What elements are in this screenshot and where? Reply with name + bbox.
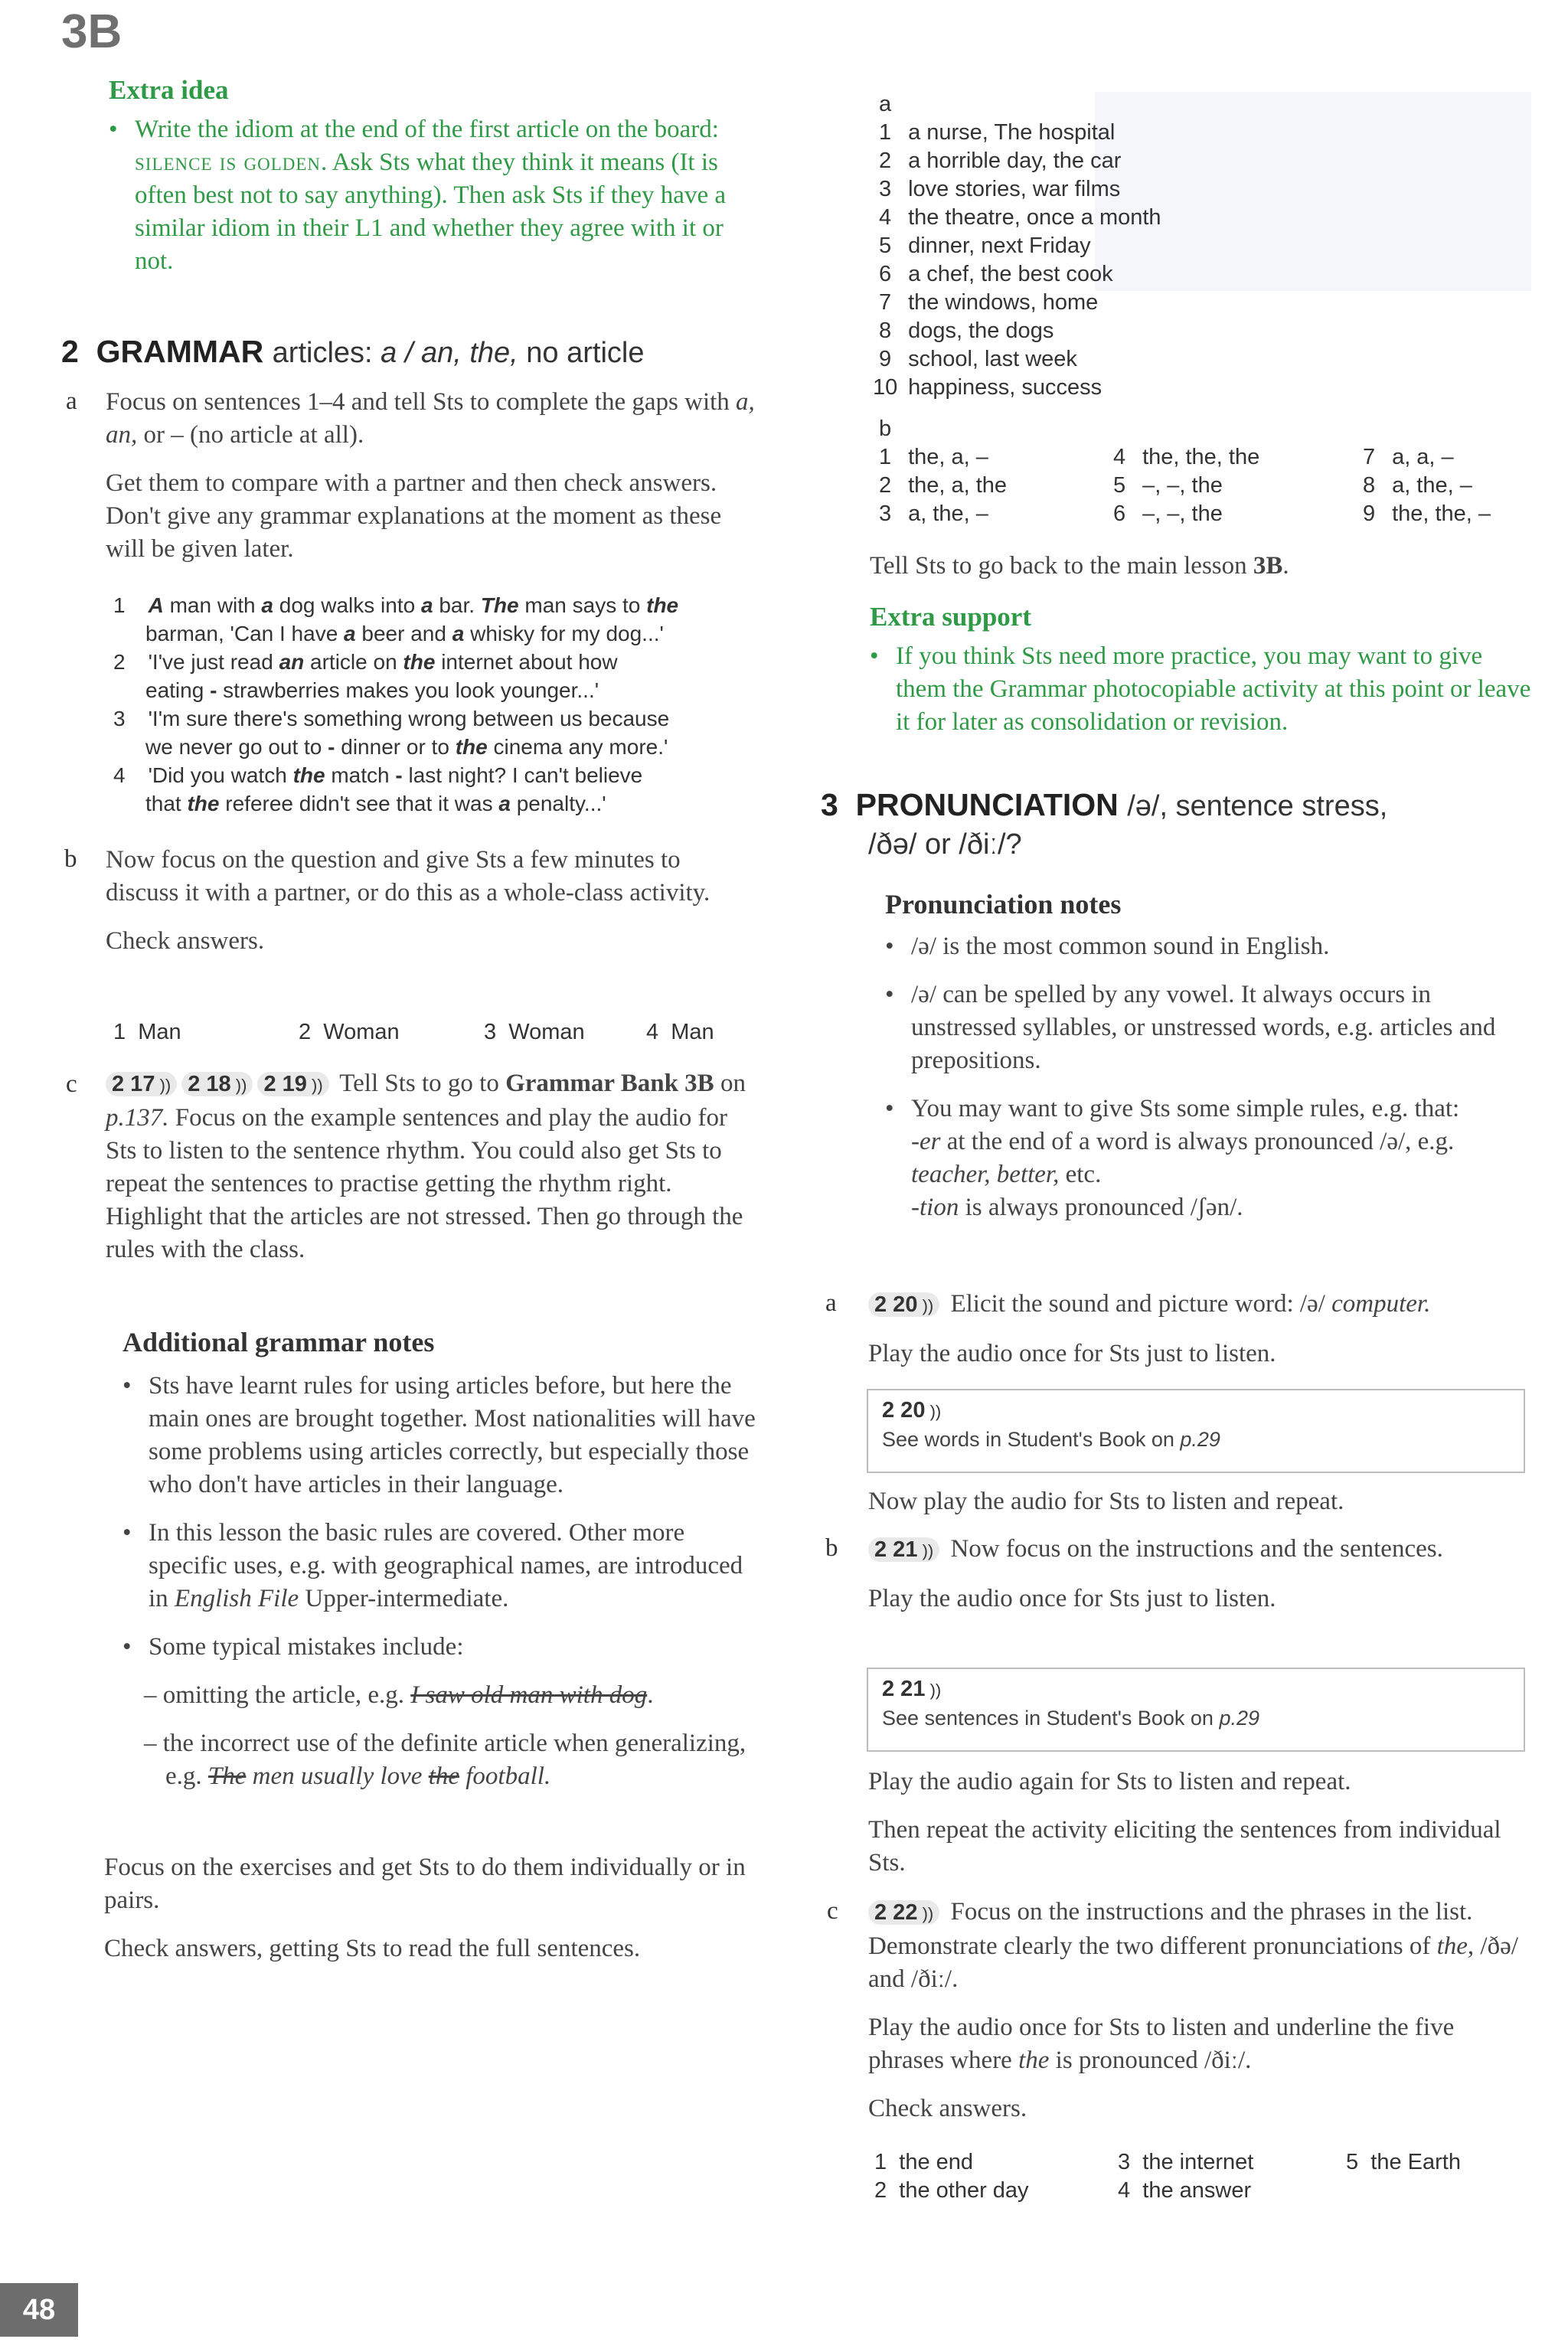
- answer-number: 7: [879, 290, 892, 315]
- audio-2-20-icon[interactable]: 2 20 )): [868, 1292, 939, 1317]
- answer-value: Woman: [508, 1020, 585, 1044]
- grammar-a-p1-pre: Focus on sentences 1–4 and tell Sts to complete the gaps with: [106, 388, 737, 416]
- answer-number: 6: [879, 262, 892, 286]
- grammar-c-label: c: [66, 1070, 77, 1098]
- answer-value: love stories, war films: [908, 177, 1121, 201]
- pron-c-p1: [868, 1896, 1534, 1996]
- audio-track-icon[interactable]: 2 21 )): [882, 1677, 942, 1701]
- art: a: [498, 792, 511, 815]
- answer-value: the internet: [1142, 2150, 1254, 2174]
- answer-value: the answer: [1142, 2178, 1252, 2203]
- extra-support-text: • If you think Sts need more practice, you may want to give them the Grammar photocopiable activity at this point or leave it for later as consolidation or revision.: [870, 640, 1536, 739]
- answer-value: the windows, home: [908, 290, 1099, 315]
- grammar-a-p1: [106, 386, 756, 452]
- answer-value: the other day: [899, 2178, 1029, 2203]
- audio-wave-icon: )): [230, 1076, 247, 1095]
- answer-number: 8: [879, 318, 892, 343]
- pron-note-1: • /ə/ is the most common sound in English.: [885, 930, 1528, 963]
- grammar-a-p1-italic: a, an,: [106, 388, 755, 449]
- answer-number: 2: [299, 1020, 312, 1044]
- answer-item: [879, 345, 1277, 374]
- seg: See sentences in Student's Book on: [882, 1707, 1220, 1730]
- extra-idea-p2: . Ask Sts what they think it means (It is often best not to say anything). Then ask Sts if they have a similar idiom in their L1 and whether they agree with it or not.: [135, 149, 726, 275]
- additional-grammar-notes: [122, 1326, 758, 1808]
- seg: article on: [304, 650, 403, 674]
- answer-number: 5: [1113, 473, 1126, 498]
- seg: -er: [911, 1128, 941, 1155]
- sentence-4: [113, 761, 756, 818]
- seg: internet about how: [435, 650, 618, 674]
- note-1: • Sts have learnt rules for using articles before, but here the main ones are brought together. Most nationalities will have some problems using articles correctly, but especially those who don't have articles in their language.: [122, 1370, 758, 1501]
- seg: Play the audio once for Sts to listen and underline the five phrases where: [868, 2014, 1455, 2074]
- notes-title: Additional grammar notes: [122, 1327, 435, 1357]
- sentence-2: [113, 648, 756, 704]
- seg: etc.: [1059, 1161, 1102, 1188]
- seg: men usually love: [246, 1762, 429, 1790]
- audio-2-21-icon[interactable]: 2 21 )): [868, 1537, 939, 1562]
- pronunciation-subtitle-1: /ə/, sentence stress,: [1127, 790, 1388, 822]
- audio-wave-icon: )): [306, 1076, 323, 1095]
- answer-value: a chef, the best cook: [908, 262, 1113, 286]
- pron-c-answers: [874, 2148, 1533, 2205]
- grammar-sentences: [113, 591, 756, 818]
- art: A: [148, 593, 164, 617]
- pron-b-more: [868, 1766, 1534, 1895]
- pron-notes-title: Pronunciation notes: [885, 889, 1122, 920]
- pronunciation-subtitle-2: /ðə/ or /ðiː/?: [868, 828, 1022, 861]
- art: -: [328, 735, 335, 759]
- art: the: [646, 593, 679, 617]
- answer-item: [879, 317, 1277, 345]
- seg: .: [647, 1681, 654, 1709]
- answer-number: 3: [484, 1020, 497, 1044]
- answer-item: [879, 232, 1277, 260]
- seg: man says to: [518, 593, 647, 617]
- answer-value: a, the, –: [908, 501, 988, 526]
- answer-number: 4: [1118, 2178, 1131, 2203]
- audio-wave-icon: )): [917, 1296, 934, 1315]
- grammar-end-text: [104, 1851, 755, 1981]
- seg: on: [714, 1070, 746, 1097]
- seg: – the incorrect use of the definite article when generalizing, e.g.: [144, 1730, 746, 1790]
- extra-idea-text: [109, 113, 760, 278]
- pron-b-p1: [868, 1533, 1534, 1567]
- seg: , /ðə/ and /ðiː/.: [868, 1932, 1518, 1993]
- seg: is pronounced /ðiː/.: [1049, 2047, 1252, 2074]
- answer-item: [879, 119, 1277, 147]
- pron-a-text: [868, 1288, 1534, 1386]
- seg: .: [1282, 552, 1289, 580]
- seg: match: [325, 763, 396, 787]
- audio-2-22-icon[interactable]: 2 22 )): [868, 1900, 939, 1925]
- answer-value: a, the, –: [1392, 473, 1472, 498]
- art: the: [455, 735, 488, 759]
- seg: dog walks into: [273, 593, 421, 617]
- pron-b-p3: Play the audio again for Sts to listen and repeat.: [868, 1768, 1351, 1795]
- seg: man with: [163, 593, 262, 617]
- art: a: [261, 593, 273, 617]
- answer-number: 5: [1346, 2150, 1359, 2174]
- pronunciation-title: PRONUNCIATION: [855, 787, 1119, 822]
- seg: Tell Sts to go back to the main lesson: [870, 552, 1253, 580]
- answer-value: the, the, –: [1392, 501, 1491, 526]
- audio-track-icon[interactable]: 2 20 )): [882, 1398, 942, 1423]
- answer-value: the, the, the: [1142, 445, 1260, 469]
- answer-value: Man: [138, 1020, 181, 1044]
- audio-wave-icon: )): [925, 1681, 942, 1700]
- answer-value: –, –, the: [1142, 501, 1223, 526]
- answer-number: 4: [1113, 445, 1126, 469]
- answer-key-b: [879, 415, 1537, 528]
- extra-support-title: Extra support: [870, 602, 1031, 632]
- audio-2-18-icon[interactable]: 2 18 )): [181, 1072, 253, 1096]
- mistake-1: [122, 1679, 758, 1712]
- answer-row: [879, 472, 1537, 500]
- struck-example: the: [428, 1762, 460, 1790]
- seg: barman, 'Can I have: [145, 622, 345, 645]
- answer-number: 1: [113, 1020, 126, 1044]
- answer-number: 9: [1363, 501, 1376, 526]
- note-3: • Some typical mistakes include:: [122, 1631, 758, 1664]
- answer-value: school, last week: [908, 347, 1077, 371]
- sentence-number: 2: [113, 650, 126, 674]
- audio-box-2-21: [867, 1668, 1525, 1752]
- answer-number: 3: [879, 177, 892, 201]
- pron-rule-1: [885, 1125, 1528, 1191]
- seg: Elicit the sound and picture word: /ə/: [944, 1290, 1332, 1318]
- answer-item: [879, 204, 1277, 232]
- audio-wave-icon: )): [925, 1402, 942, 1421]
- seg: teacher, better,: [911, 1161, 1060, 1188]
- seg: computer.: [1331, 1290, 1431, 1318]
- seg: beer and: [355, 622, 452, 645]
- audio-box-2-20: [867, 1389, 1525, 1473]
- seg: In this lesson the basic rules are covered. Other more specific uses, e.g. with geographical names, are introduced in: [149, 1519, 743, 1612]
- audio-wave-icon: )): [155, 1076, 172, 1095]
- answer-value: dogs, the dogs: [908, 318, 1054, 343]
- grammar-b-p1: Now focus on the question and give Sts a few minutes to discuss it with a partner, or do this as a whole-class activity.: [106, 846, 710, 906]
- pron-c-p3: Check answers.: [868, 2095, 1027, 2122]
- seg: the: [1018, 2047, 1050, 2074]
- art: the: [403, 650, 436, 674]
- answer-number: 5: [879, 234, 892, 258]
- grammar-b-answers: [113, 1018, 756, 1047]
- seg: we never go out to: [145, 735, 328, 759]
- answer-value: Man: [671, 1020, 714, 1044]
- answer-value: Woman: [323, 1020, 400, 1044]
- sentence-number: 4: [113, 763, 126, 787]
- seg: referee didn't see that it was: [219, 792, 499, 815]
- answer-value: dinner, next Friday: [908, 234, 1091, 258]
- pronunciation-heading: [821, 786, 1525, 864]
- grammar-subtitle-post: no article: [518, 337, 645, 369]
- seg: Upper-intermediate.: [299, 1585, 509, 1612]
- grammar-c-text: [106, 1067, 756, 1282]
- pron-b-p2: Play the audio once for Sts just to listen.: [868, 1585, 1276, 1612]
- grammar-subtitle-italic: a / an, the,: [381, 337, 518, 369]
- pronunciation-number: 3: [821, 787, 838, 822]
- page-number: 48: [0, 2283, 78, 2337]
- seg: football.: [459, 1762, 551, 1790]
- seg: p.29: [1219, 1707, 1260, 1730]
- answer-key-a: [873, 90, 1277, 402]
- seg: the: [1436, 1932, 1468, 1960]
- seg: whisky for my dog...': [464, 622, 664, 645]
- pronunciation-notes: [885, 888, 1528, 1224]
- extra-support-box: [870, 602, 1536, 754]
- struck-example: I saw old man with dog: [410, 1681, 648, 1709]
- pron-a-p3: Now play the audio for Sts to listen and repeat.: [868, 1488, 1344, 1515]
- grammar-a-p2: Get them to compare with a partner and then check answers. Don't give any grammar explanations at the moment as these will be given later.: [106, 469, 722, 563]
- answer-row: [874, 2148, 1533, 2177]
- answer-item: [879, 175, 1277, 204]
- seg: See words in Student's Book on: [882, 1428, 1181, 1451]
- seg: is always pronounced /ʃən/.: [959, 1194, 1243, 1221]
- audio-2-19-icon[interactable]: 2 19 )): [257, 1072, 328, 1096]
- pron-b-p4: Then repeat the activity eliciting the sentences from individual Sts.: [868, 1816, 1501, 1877]
- seg: p.29: [1180, 1428, 1220, 1451]
- pron-rule-2: [885, 1191, 1528, 1224]
- answer-value: happiness, success: [908, 375, 1102, 400]
- seg: penalty...': [510, 792, 606, 815]
- art: the: [292, 763, 325, 787]
- answer-value: the theatre, once a month: [908, 205, 1161, 230]
- grammar-a-p1-post: or – (no article at all).: [137, 421, 364, 449]
- sentence-number: 1: [113, 593, 126, 617]
- answer-number: 2: [879, 473, 892, 498]
- answer-value: –, –, the: [1142, 473, 1223, 498]
- answer-item: [879, 289, 1277, 317]
- seg: eating: [145, 678, 211, 702]
- answer-item: [873, 374, 1277, 402]
- answer-number: 1: [879, 445, 892, 469]
- extra-idea-box: [109, 75, 760, 293]
- answer-number: 9: [879, 347, 892, 371]
- box-text: [882, 1428, 1524, 1452]
- page-ref: p.137.: [106, 1104, 169, 1132]
- pron-a-label: a: [825, 1289, 837, 1317]
- sentence-1: [113, 591, 756, 648]
- pron-c-text: [868, 1896, 1534, 2141]
- seg: Now focus on the instructions and the sentences.: [944, 1535, 1443, 1563]
- seg: 'I'm sure there's something wrong between us because: [148, 707, 670, 730]
- extra-idea-p1: Write the idiom at the end of the first article on the board:: [135, 116, 719, 143]
- grammar-end-p2: Check answers, getting Sts to read the full sentences.: [104, 1935, 641, 1962]
- audio-wave-icon: )): [917, 1904, 934, 1923]
- answer-value: a nurse, The hospital: [908, 120, 1116, 145]
- seg: dinner or to: [335, 735, 456, 759]
- seg: cinema any more.': [487, 735, 668, 759]
- answer-value: a horrible day, the car: [908, 149, 1122, 173]
- answer-value: the Earth: [1370, 2150, 1461, 2174]
- mistake-2: [122, 1727, 758, 1793]
- book-title: English File: [174, 1585, 299, 1612]
- answer-key-a-label: a: [879, 92, 892, 116]
- unit-heading: 3B: [61, 5, 122, 58]
- grammar-a-text: [106, 386, 756, 581]
- art: -: [395, 763, 403, 787]
- answer-row: [879, 500, 1537, 528]
- pron-note-2: • /ə/ can be spelled by any vowel. It always occurs in unstressed syllables, or unstressed words, e.g. articles and prepositions.: [885, 978, 1528, 1077]
- lesson-ref: 3B: [1253, 552, 1283, 580]
- answer-row: [879, 443, 1537, 472]
- answer-item: [879, 147, 1277, 175]
- answer-number: 4: [879, 205, 892, 230]
- answer-number: 4: [646, 1020, 659, 1044]
- seg: Focus on the instructions and the phrases in the list. Demonstrate clearly the two different pronunciations of: [868, 1898, 1473, 1960]
- seg: at the end of a word is always pronounced /ə/, e.g.: [940, 1128, 1455, 1155]
- seg: strawberries makes you look younger...': [217, 678, 599, 702]
- pron-c-label: c: [827, 1897, 838, 1925]
- idiom: silence is golden: [135, 149, 322, 176]
- extra-idea-title: Extra idea: [109, 75, 229, 105]
- answer-number: 1: [874, 2150, 887, 2174]
- grammar-a-label: a: [66, 387, 77, 415]
- struck-example: The: [207, 1762, 247, 1790]
- box-title: [882, 1677, 1524, 1702]
- answer-number: 10: [873, 375, 898, 400]
- art: the: [187, 792, 220, 815]
- pron-note-3: • You may want to give Sts some simple rules, e.g. that:: [885, 1093, 1528, 1125]
- answer-number: 3: [879, 501, 892, 526]
- pron-c-p2: [868, 2011, 1534, 2077]
- seg: Focus on the example sentences and play the audio for Sts to listen to the sentence rhythm. You could also get Sts to repeat the sentences to practise getting the rhythm right. Highlight that the articles are not stressed. Then go through the rules with the class.: [106, 1104, 743, 1263]
- seg: that: [145, 792, 188, 815]
- sentence-3: [113, 704, 756, 761]
- grammar-heading: [61, 334, 644, 370]
- answer-key-b-label: b: [879, 416, 892, 441]
- art: a: [344, 622, 356, 645]
- answer-number: 1: [879, 120, 892, 145]
- answer-number: 2: [879, 149, 892, 173]
- art: -: [210, 678, 217, 702]
- seg: – omitting the article, e.g.: [144, 1681, 411, 1709]
- seg: last night? I can't believe: [402, 763, 643, 787]
- grammar-number: 2: [61, 334, 79, 369]
- answer-number: 6: [1113, 501, 1126, 526]
- answer-row: [874, 2177, 1533, 2205]
- grammar-title: GRAMMAR: [96, 334, 264, 369]
- pron-b-label: b: [825, 1534, 838, 1562]
- audio-wave-icon: )): [917, 1541, 934, 1560]
- back-to-lesson: [870, 550, 1528, 583]
- grammar-c-p: [106, 1067, 756, 1266]
- answer-value: a, a, –: [1392, 445, 1454, 469]
- answer-item: [879, 260, 1277, 289]
- audio-2-17-icon[interactable]: 2 17 )): [106, 1072, 177, 1096]
- grammar-bank-ref: Grammar Bank 3B: [505, 1070, 714, 1097]
- grammar-b-label: b: [64, 845, 77, 873]
- grammar-b-p2: Check answers.: [106, 927, 265, 955]
- seg: bar.: [433, 593, 481, 617]
- seg: -tion: [911, 1194, 959, 1221]
- seg: Tell Sts to go to: [333, 1070, 506, 1097]
- answer-number: 8: [1363, 473, 1376, 498]
- box-text: [882, 1707, 1524, 1730]
- art: a: [420, 593, 433, 617]
- art: The: [480, 593, 519, 617]
- answer-number: 3: [1118, 2150, 1131, 2174]
- grammar-b-text: [106, 844, 756, 973]
- answer-value: the end: [899, 2150, 974, 2174]
- box-title: [882, 1398, 1524, 1423]
- grammar-end-p1: Focus on the exercises and get Sts to do them individually or in pairs.: [104, 1854, 746, 1914]
- pron-a-p2: Play the audio once for Sts just to listen.: [868, 1340, 1276, 1367]
- grammar-subtitle-pre: articles:: [272, 337, 381, 369]
- answer-number: 7: [1363, 445, 1376, 469]
- seg: 'Did you watch: [148, 763, 293, 787]
- pron-a-p1: [868, 1288, 1534, 1322]
- art: a: [452, 622, 465, 645]
- answer-value: the, a, –: [908, 445, 988, 469]
- answer-value: the, a, the: [908, 473, 1008, 498]
- answer-number: 2: [874, 2178, 887, 2203]
- note-2: [122, 1517, 758, 1615]
- sentence-number: 3: [113, 707, 126, 730]
- art: an: [279, 650, 305, 674]
- seg: 'I've just read: [148, 650, 279, 674]
- pron-b-text: [868, 1533, 1534, 1631]
